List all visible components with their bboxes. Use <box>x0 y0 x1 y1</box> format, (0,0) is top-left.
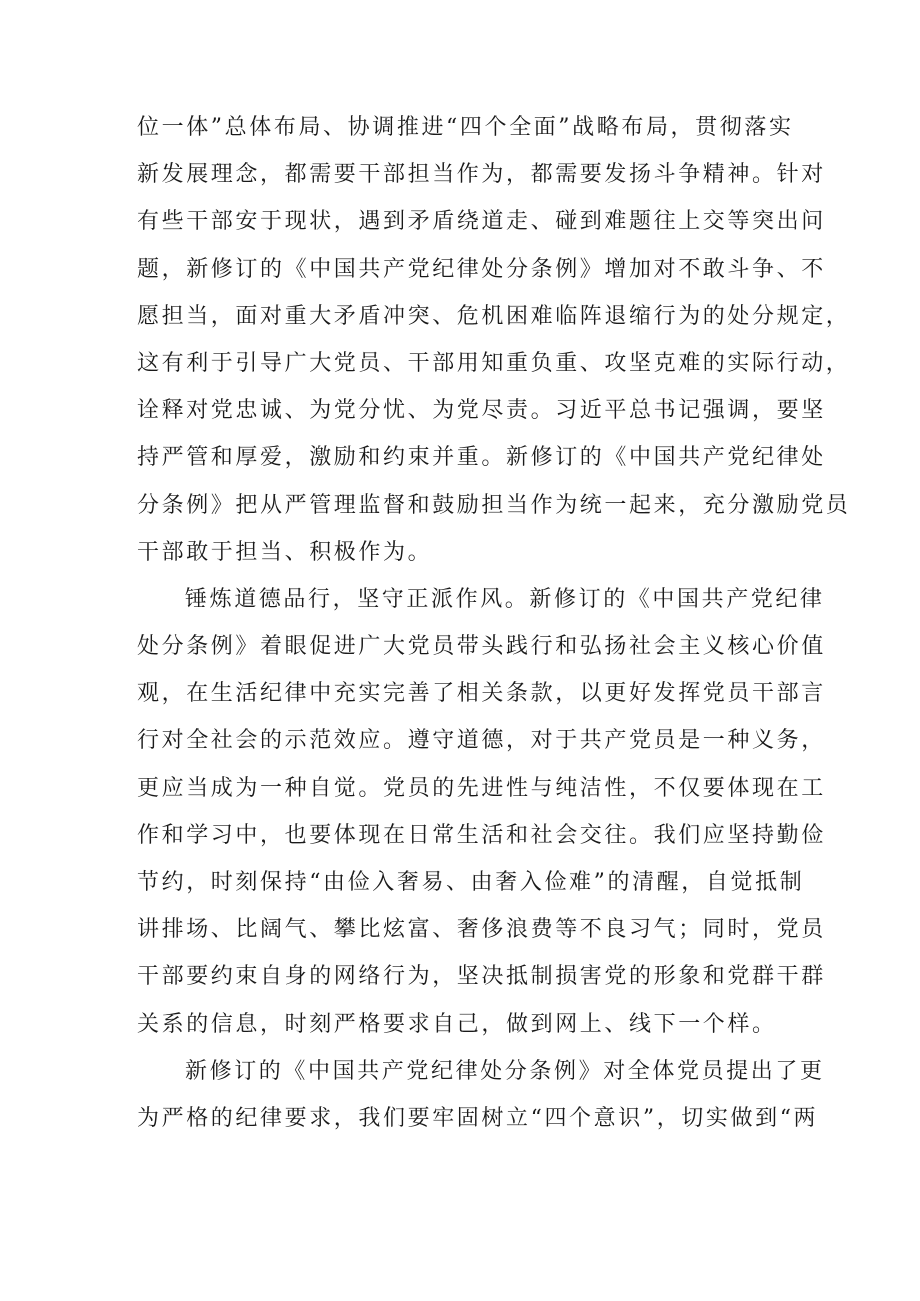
text-line: 干部敢于担当、积极作为。 <box>137 539 433 565</box>
text-line: 新发展理念，都需要干部担当作为，都需要发扬斗争精神。针对 <box>137 162 826 188</box>
text-line: 分条例》把从严管理监督和鼓励担当作为统一起来，充分激励党员 <box>137 492 851 518</box>
text-line: 关系的信息，时刻严格要求自己，做到网上、线下一个样。 <box>137 1011 777 1037</box>
text-line: 有些干部安于现状，遇到矛盾绕道走、碰到难题往上交等突出问 <box>137 209 826 235</box>
text-line: 持严管和厚爱，激励和约束并重。新修订的《中国共产党纪律处 <box>137 445 826 471</box>
text-line: 位一体”总体布局、协调推进“四个全面”战略布局，贯彻落实 <box>137 115 794 140</box>
text-line: 为严格的纪律要求，我们要牢固树立“四个意识”，切实做到“两 <box>137 1105 819 1131</box>
text-line: 题，新修订的《中国共产党纪律处分条例》增加对不敢斗争、不 <box>137 256 826 282</box>
text-line: 更应当成为一种自觉。党员的先进性与纯洁性，不仅要体现在工 <box>137 775 826 801</box>
text-line: 愿担当，面对重大矛盾冲突、危机困难临阵退缩行为的处分规定， <box>137 303 851 329</box>
text-line: 观，在生活纪律中充实完善了相关条款，以更好发挥党员干部言 <box>137 681 826 707</box>
paragraph-start-line: 新修订的《中国共产党纪律处分条例》对全体党员提出了更 <box>185 1058 825 1084</box>
text-line: 节约，时刻保持“由俭入奢易、由奢入俭难”的清醒，自觉抵制 <box>137 870 805 895</box>
text-line: 诠释对党忠诚、为党分忧、为党尽责。习近平总书记强调，要坚 <box>137 398 826 424</box>
text-line: 作和学习中，也要体现在日常生活和社会交往。我们应坚持勤俭 <box>137 822 826 848</box>
text-line: 处分条例》着眼促进广大党员带头践行和弘扬社会主义核心价值 <box>137 634 826 660</box>
text-line: 这有利于引导广大党员、干部用知重负重、攻坚克难的实际行动， <box>137 350 851 376</box>
text-line: 干部要约束自身的网络行为，坚决抵制损害党的形象和党群干群 <box>137 964 826 990</box>
document-body <box>137 104 851 1142</box>
text-line: 讲排场、比阔气、攀比炫富、奢侈浪费等不良习气；同时，党员 <box>137 917 826 943</box>
text-line: 行对全社会的示范效应。遵守道德，对于共产党员是一种义务， <box>137 728 826 754</box>
paragraph-start-line: 锤炼道德品行，坚守正派作风。新修订的《中国共产党纪律 <box>185 586 825 612</box>
